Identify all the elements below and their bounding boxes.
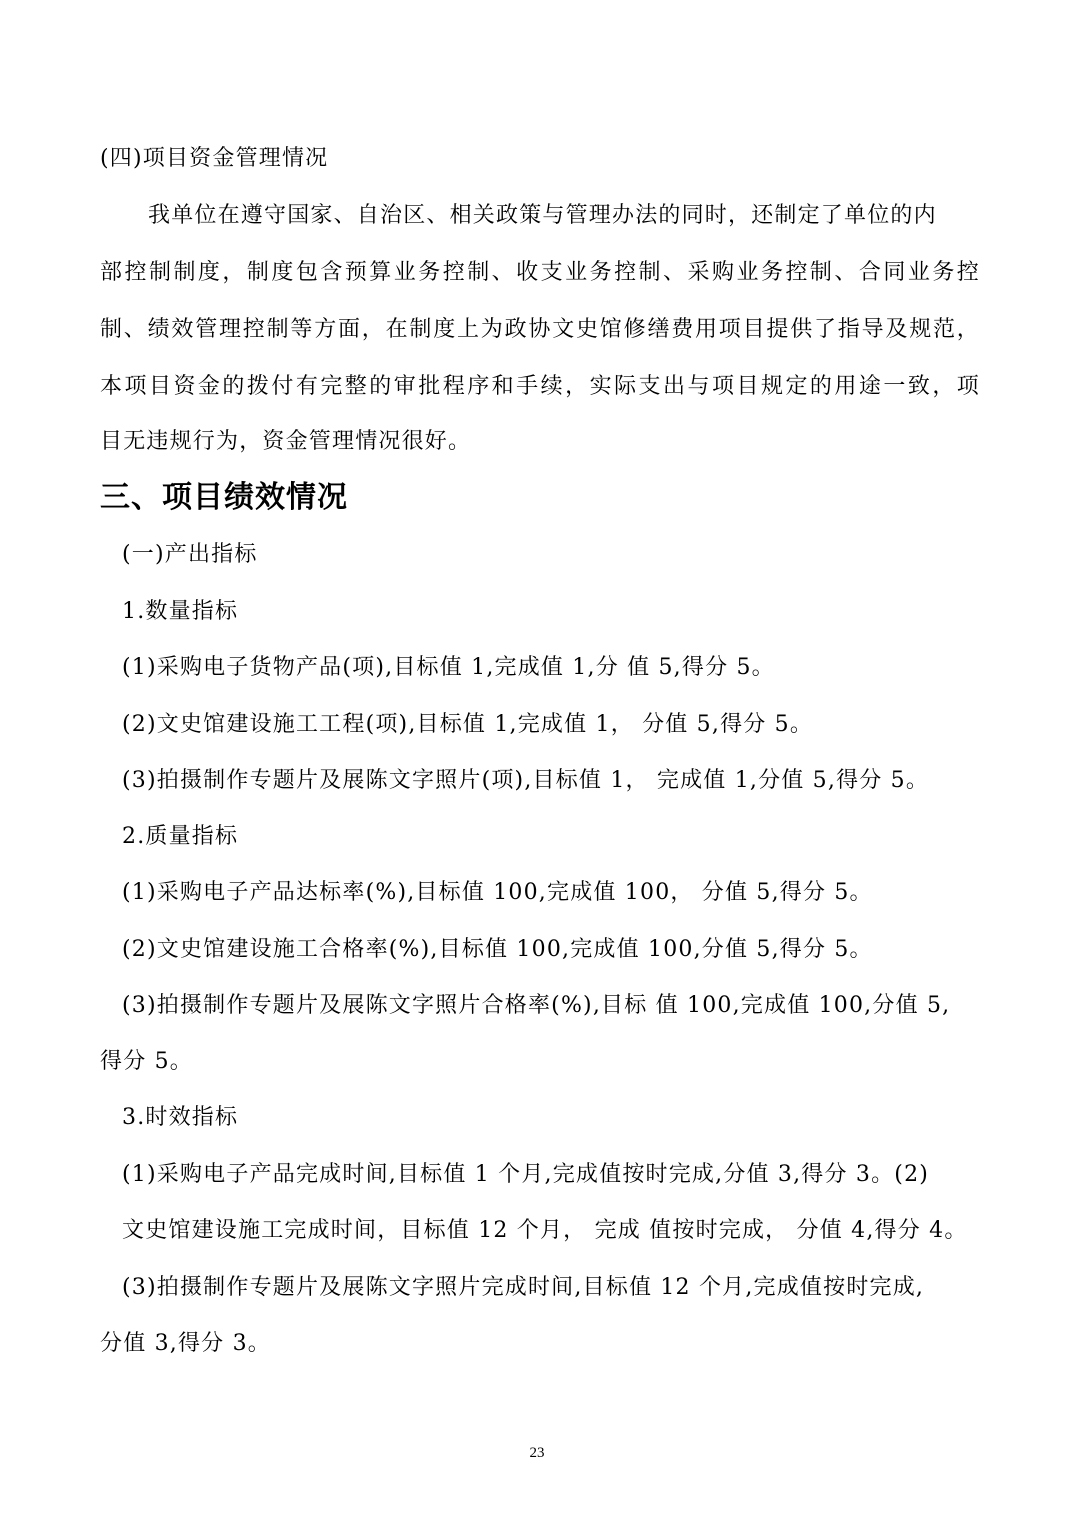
quantity-item-2: (2)文史馆建设施工工程(项),目标值 1,完成值 1， 分值 5,得分 5。 xyxy=(122,712,814,737)
quantity-item-1: (1)采购电子货物产品(项),目标值 1,完成值 1,分 值 5,得分 5。 xyxy=(122,655,775,680)
timeliness-item-3: (3)拍摄制作专题片及展陈文字照片完成时间,目标值 12 个月,完成值按时完成, xyxy=(122,1275,925,1300)
paragraph-line-3: 制、绩效管理控制等方面，在制度上为政协文史馆修缮费用项目提供了指导及规范， xyxy=(100,317,980,342)
page-number: 23 xyxy=(529,1445,545,1461)
paragraph-line-2: 部控制制度，制度包含预算业务控制、收支业务控制、采购业务控制、合同业务控 xyxy=(100,260,980,285)
section-title-fund-management: (四)项目资金管理情况 xyxy=(100,146,329,171)
quantity-item-3: (3)拍摄制作专题片及展陈文字照片(项),目标值 1， 完成值 1,分值 5,得分 5。 xyxy=(122,768,930,793)
section-heading-performance: 三、项目绩效情况 xyxy=(100,480,348,515)
quality-item-3: (3)拍摄制作专题片及展陈文字照片合格率(%),目标 值 100,完成值 100,分值 5, xyxy=(122,993,951,1018)
paragraph-line-5: 目无违规行为，资金管理情况很好。 xyxy=(100,429,472,454)
quantity-indicators-title: 1.数量指标 xyxy=(122,599,239,624)
output-indicators-title: (一)产出指标 xyxy=(122,542,258,567)
paragraph-line-4: 本项目资金的拨付有完整的审批程序和手续，实际支出与项目规定的用途一致，项 xyxy=(100,374,980,399)
quality-item-1: (1)采购电子产品达标率(%),目标值 100,完成值 100， 分值 5,得分 5。 xyxy=(122,880,873,905)
quality-item-3-continued: 得分 5。 xyxy=(100,1049,193,1074)
timeliness-item-3-continued: 分值 3,得分 3。 xyxy=(100,1331,271,1356)
quality-item-2: (2)文史馆建设施工合格率(%),目标值 100,完成值 100,分值 5,得分 5。 xyxy=(122,937,873,962)
timeliness-item-1: (1)采购电子产品完成时间,目标值 1 个月,完成值按时完成,分值 3,得分 3。(2) xyxy=(122,1162,930,1187)
paragraph-line-1: 我单位在遵守国家、自治区、相关政策与管理办法的同时，还制定了单位的内 xyxy=(148,203,937,228)
quality-indicators-title: 2.质量指标 xyxy=(122,824,239,849)
timeliness-indicators-title: 3.时效指标 xyxy=(122,1105,239,1130)
timeliness-item-2: 文史馆建设施工完成时间，目标值 12 个月， 完成 值按时完成， 分值 4,得分 4。 xyxy=(122,1218,968,1243)
